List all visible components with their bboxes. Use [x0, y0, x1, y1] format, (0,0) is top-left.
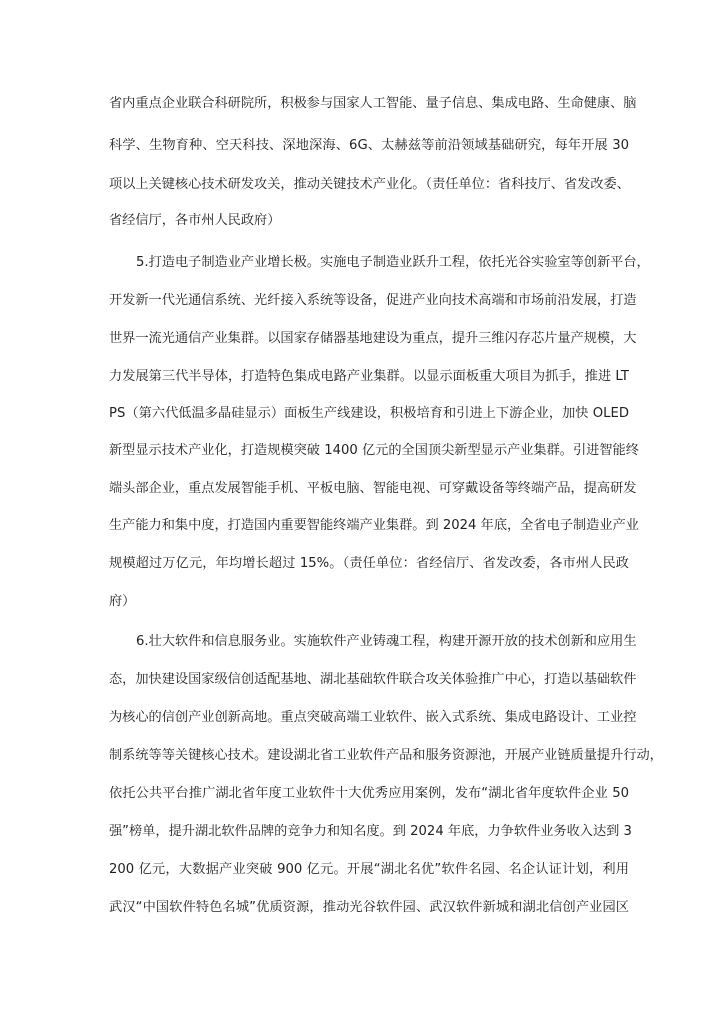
text-line: 强”榜单，提升湖北软件品牌的竞争力和知名度。到 2024 年底，力争软件业务收入达到 3: [109, 824, 632, 839]
text-line: 省经信厅，各市州人民政府）: [109, 213, 281, 228]
text-line: 项以上关键核心技术研发攻关，推动关键技术产业化。（责任单位：省科技厅、省发改委、: [109, 177, 630, 192]
paragraph-heading-line: 5.打造电子制造业产业增长极。实施电子制造业跃升工程，依托光谷实验室等创新平台，: [136, 255, 650, 270]
text-line: 态，加快建设国家级信创适配基地、湖北基础软件联合攻关体验推广中心，打造以基础软件: [109, 672, 637, 687]
text-line: 依托公共平台推广湖北省年度工业软件十大优秀应用案例，发布“湖北省年度软件企业 50: [109, 786, 629, 801]
text-line: 武汉“中国软件特色名城”优质资源，推动光谷软件园、武汉软件新城和湖北信创产业园区: [109, 900, 629, 915]
text-line: 新型显示技术产业化，打造规模突破 1400 亿元的全国顶尖新型显示产业集群。引进智能终: [109, 443, 639, 458]
text-line: 府）: [109, 594, 136, 609]
text-line: 生产能力和集中度，打造国内重要智能终端产业集群。到 2024 年底，全省电子制造业产业: [109, 518, 639, 533]
text-line: 规模超过万亿元，年均增长超过 15%。（责任单位：省经信厅、省发改委，各市州人民政: [109, 556, 629, 571]
text-line: 端头部企业，重点发展智能手机、平板电脑、智能电视、可穿戴设备等终端产品，提高研发: [109, 481, 637, 496]
text-line: 省内重点企业联合科研院所，积极参与国家人工智能、量子信息、集成电路、生命健康、脑: [109, 96, 637, 111]
paragraph-heading-line: 6.壮大软件和信息服务业。实施软件产业铸魂工程，构建开源开放的技术创新和应用生: [136, 634, 637, 649]
text-line: 200 亿元，大数据产业突破 900 亿元。开展“湖北名优”软件名园、名企认证计划，利用: [109, 862, 629, 877]
text-line: 为核心的信创产业创新高地。重点突破高端工业软件、嵌入式系统、集成电路设计、工业控: [109, 710, 637, 725]
text-line: 制系统等等关键核心技术。建设湖北省工业软件产品和服务资源池，开展产业链质量提升行动，: [109, 748, 663, 763]
text-line: 世界一流光通信产业集群。以国家存储器基地建设为重点，提升三维闪存芯片量产规模，大: [109, 331, 637, 346]
text-line: 开发新一代光通信系统、光纤接入系统等设备，促进产业向技术高端和市场前沿发展，打造: [109, 293, 637, 308]
text-line: PS（第六代低温多晶硅显示）面板生产线建设，积极培育和引进上下游企业，加快 OLED: [109, 406, 629, 421]
text-line: 科学、生物育种、空天科技、深地深海、6G、太赫兹等前沿领域基础研究，每年开展 30: [109, 138, 629, 153]
text-line: 力发展第三代半导体，打造特色集成电路产业集群。以显示面板重大项目为抓手，推进 LT: [109, 369, 629, 384]
